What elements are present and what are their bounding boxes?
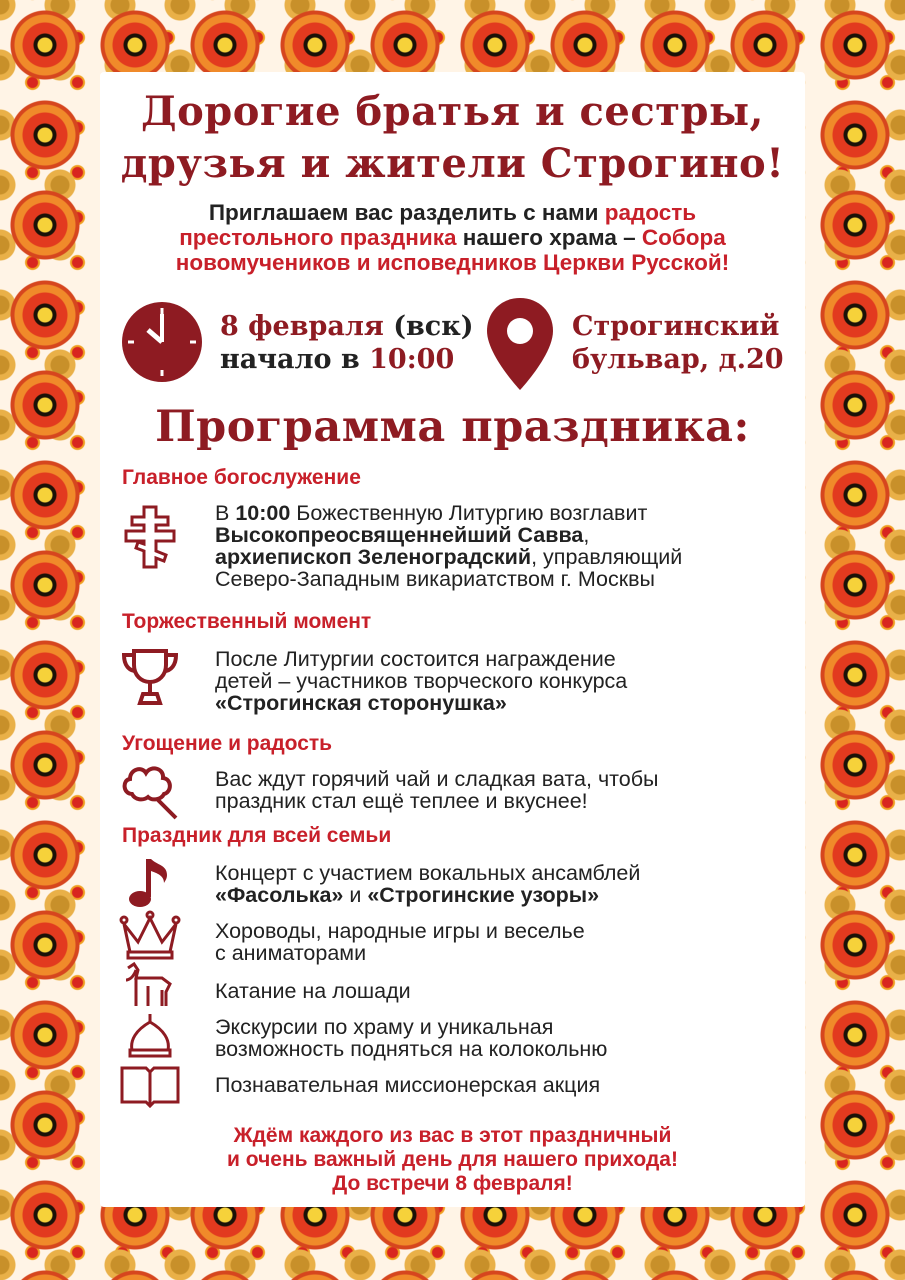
family-item: Катание на лошади bbox=[215, 979, 411, 1003]
title-line-2: друзья и жители Строгино! bbox=[120, 140, 785, 187]
date: 8 февраля bbox=[220, 311, 384, 342]
intro-part: нашего храма – bbox=[456, 225, 642, 250]
text: Вас ждут горячий чай и сладкая вата, чтобы bbox=[215, 767, 659, 791]
text: и bbox=[343, 883, 368, 907]
start-label: начало в bbox=[220, 344, 370, 375]
intro-part: Приглашаем вас разделить с нами bbox=[208, 200, 605, 225]
music-note-icon bbox=[118, 855, 182, 909]
address-line-1: Строгинский bbox=[572, 311, 780, 342]
program-title: Программа праздника: bbox=[155, 402, 750, 452]
text: детей – участников творческого конкурса bbox=[215, 669, 628, 693]
closing-line: Ждём каждого из вас в этот праздничный bbox=[233, 1124, 672, 1147]
family-item bbox=[215, 1016, 607, 1060]
closing-line: и очень важный день для нашего прихода! bbox=[227, 1148, 678, 1171]
weekday: (вск) bbox=[393, 311, 474, 342]
title: архиепископ Зеленоградский bbox=[215, 545, 532, 569]
intro-highlight: радость bbox=[604, 200, 697, 225]
text: , bbox=[583, 523, 590, 547]
intro-highlight: новомучеников и исповедников Церкви Русской! bbox=[175, 250, 730, 275]
intro-text bbox=[115, 200, 790, 275]
event-date bbox=[220, 310, 474, 376]
closing-line: До встречи 8 февраля! bbox=[332, 1172, 573, 1195]
section-text bbox=[215, 768, 658, 812]
time: 10:00 bbox=[235, 501, 291, 525]
family-item bbox=[215, 920, 585, 964]
text: с аниматорами bbox=[215, 941, 367, 965]
ensemble: «Фасолька» bbox=[215, 883, 344, 907]
contest-name: «Строгинская сторонушка» bbox=[215, 691, 507, 715]
section-heading: Праздник для всей семьи bbox=[122, 824, 392, 847]
text: Концерт с участием вокальных ансамблей bbox=[215, 861, 641, 885]
address-line-2: бульвар, д.20 bbox=[572, 344, 784, 375]
ensemble: «Строгинские узоры» bbox=[367, 883, 600, 907]
trophy-icon bbox=[118, 645, 182, 709]
orthodox-cross-icon bbox=[118, 505, 182, 569]
section-heading: Главное богослужение bbox=[122, 466, 361, 489]
horse-icon bbox=[118, 960, 182, 1010]
intro-highlight: Собора bbox=[641, 225, 726, 250]
text: В bbox=[215, 501, 236, 525]
closing-message bbox=[0, 1124, 905, 1196]
book-icon bbox=[118, 1064, 182, 1108]
clock-icon bbox=[120, 300, 204, 384]
section-heading: Торжественный момент bbox=[122, 610, 372, 633]
intro-highlight: престольного праздника bbox=[179, 225, 457, 250]
name: Высокопреосвященнейший Савва bbox=[215, 523, 584, 547]
cotton-candy-icon bbox=[118, 758, 182, 822]
section-heading: Угощение и радость bbox=[122, 732, 333, 755]
text: Северо-Западным викариатством г. Москвы bbox=[215, 567, 655, 591]
text: возможность подняться на колокольню bbox=[215, 1037, 608, 1061]
text: Экскурсии по храму и уникальная bbox=[215, 1015, 554, 1039]
church-dome-icon bbox=[118, 1012, 182, 1064]
section-text bbox=[215, 648, 627, 714]
text: праздник стал ещё теплее и вкуснее! bbox=[215, 789, 588, 813]
event-address bbox=[572, 310, 784, 376]
location-pin-icon bbox=[485, 296, 555, 392]
family-item: Познавательная миссионерская акция bbox=[215, 1073, 601, 1097]
jester-hat-icon bbox=[118, 910, 182, 960]
text: Хороводы, народные игры и веселье bbox=[215, 919, 585, 943]
start-time: 10:00 bbox=[369, 344, 455, 375]
text: Божественную Литургию возглавит bbox=[290, 501, 648, 525]
family-item bbox=[215, 862, 640, 906]
section-text bbox=[215, 502, 682, 590]
title-line-1: Дорогие братья и сестры, bbox=[141, 88, 764, 135]
text: После Литургии состоится награждение bbox=[215, 647, 616, 671]
text: , управляющий bbox=[531, 545, 683, 569]
